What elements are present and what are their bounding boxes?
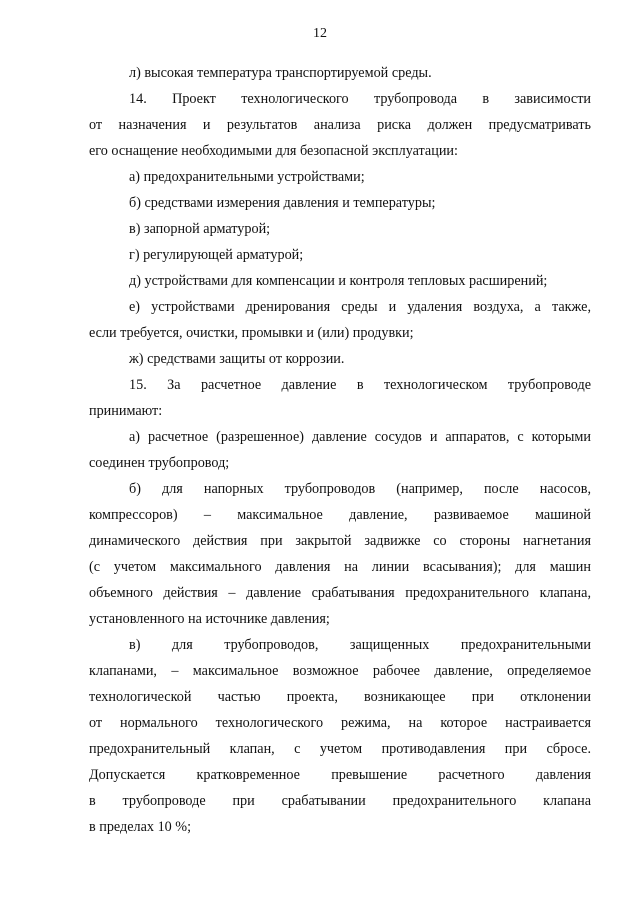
list-item — [89, 294, 591, 346]
text-line: установленного на источнике давления; — [89, 611, 330, 627]
list-item — [89, 164, 591, 190]
text-line: его оснащение необходимыми для безопасной эксплуатации: — [89, 143, 458, 159]
list-item — [89, 216, 591, 242]
text-line: технологической частью проекта, возникающее при отклонении — [89, 689, 591, 705]
text-line: в) для трубопроводов, защищенных предохранительными — [129, 637, 591, 653]
text-line: в) запорной арматурой; — [129, 221, 271, 237]
list-item — [89, 424, 591, 476]
list-item — [89, 346, 591, 372]
list-item — [89, 632, 591, 840]
text-line: а) предохранительными устройствами; — [129, 169, 365, 185]
text-line: е) устройствами дренирования среды и удаления воздуха, а также, — [129, 299, 591, 315]
text-line: предохранительный клапан, с учетом противодавления при сбросе. — [89, 741, 591, 757]
text-line: в трубопроводе при срабатывании предохранительного клапана — [89, 793, 591, 809]
text-line: ж) средствами защиты от коррозии. — [129, 351, 345, 367]
text-line: принимают: — [89, 403, 163, 419]
paragraph — [89, 60, 591, 86]
text-line: л) высокая температура транспортируемой среды. — [129, 65, 432, 81]
text-line: компрессоров) – максимальное давление, развиваемое машиной — [89, 507, 591, 523]
paragraph-14 — [89, 86, 591, 164]
text-line: б) для напорных трубопроводов (например, после насосов, — [129, 481, 591, 497]
text-line: клапанами, – максимальное возможное рабочее давление, определяемое — [89, 663, 591, 679]
page-number: 12 — [313, 26, 327, 41]
text-line: Допускается кратковременное превышение расчетного давления — [89, 767, 591, 783]
text-line: объемного действия – давление срабатывания предохранительного клапана, — [89, 585, 591, 601]
document-body — [89, 60, 591, 840]
text-line: (с учетом максимального давления на линии всасывания); для машин — [89, 559, 591, 575]
text-line: г) регулирующей арматурой; — [129, 247, 304, 263]
text-line: от нормального технологического режима, на которое настраивается — [89, 715, 591, 731]
text-line: а) расчетное (разрешенное) давление сосудов и аппаратов, с которыми — [129, 429, 591, 445]
paragraph-15 — [89, 372, 591, 424]
text-line: 14. Проект технологического трубопровода в зависимости — [129, 91, 591, 107]
text-line: динамического действия при закрытой задвижке со стороны нагнетания — [89, 533, 591, 549]
list-item — [89, 268, 591, 294]
text-line: 15. За расчетное давление в технологическом трубопроводе — [129, 377, 591, 393]
text-line: от назначения и результатов анализа риска должен предусматривать — [89, 117, 591, 133]
list-item — [89, 190, 591, 216]
list-item — [89, 242, 591, 268]
text-line: если требуется, очистки, промывки и (или) продувки; — [89, 325, 414, 341]
list-item — [89, 476, 591, 632]
text-line: б) средствами измерения давления и температуры; — [129, 195, 436, 211]
text-line: в пределах 10 %; — [89, 819, 192, 835]
text-line: д) устройствами для компенсации и контроля тепловых расширений; — [129, 273, 548, 289]
text-line: соединен трубопровод; — [89, 455, 230, 471]
